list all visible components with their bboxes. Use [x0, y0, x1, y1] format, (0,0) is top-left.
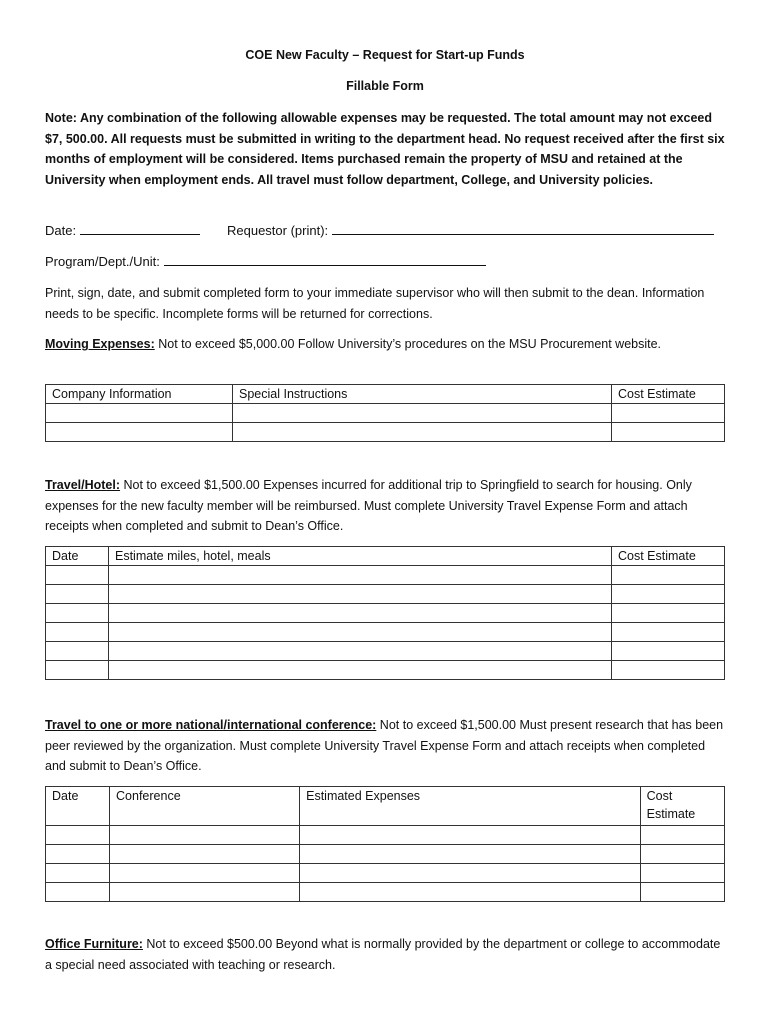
table-cell[interactable] [300, 883, 641, 902]
moving-heading: Moving Expenses: [45, 337, 155, 351]
table-cell[interactable] [46, 623, 109, 642]
table-row [46, 404, 725, 423]
table-cell[interactable] [640, 845, 724, 864]
table-cell[interactable] [612, 585, 725, 604]
table-cell[interactable] [46, 585, 109, 604]
table-cell[interactable] [612, 661, 725, 680]
table-header-row [46, 547, 725, 566]
table-row [46, 661, 725, 680]
table-cell[interactable] [612, 642, 725, 661]
table-cell[interactable] [46, 642, 109, 661]
table-row [46, 585, 725, 604]
table-cell[interactable] [46, 604, 109, 623]
table-cell[interactable] [300, 826, 641, 845]
table-header-row [46, 385, 725, 404]
requestor-input[interactable] [332, 222, 714, 235]
table-row [46, 642, 725, 661]
table-cell[interactable] [46, 883, 110, 902]
column-header: Estimated Expenses [300, 787, 641, 826]
table-row [46, 845, 725, 864]
table-row [46, 566, 725, 585]
furniture-heading: Office Furniture: [45, 937, 143, 951]
table-cell[interactable] [612, 566, 725, 585]
table-cell[interactable] [233, 404, 612, 423]
table-cell[interactable] [109, 566, 612, 585]
program-field [45, 253, 486, 269]
program-label: Program/Dept./Unit: [45, 254, 160, 269]
table-cell[interactable] [300, 845, 641, 864]
table-cell[interactable] [640, 883, 724, 902]
table-cell[interactable] [612, 404, 725, 423]
column-header: Special Instructions [233, 385, 612, 404]
table-cell[interactable] [110, 883, 300, 902]
column-header: Conference [110, 787, 300, 826]
table-cell[interactable] [110, 864, 300, 883]
table-cell[interactable] [46, 566, 109, 585]
table-header-row [46, 787, 725, 826]
date-field [45, 222, 200, 238]
column-header: Cost Estimate [640, 787, 724, 826]
column-header: Estimate miles, hotel, meals [109, 547, 612, 566]
table-cell[interactable] [46, 404, 233, 423]
moving-table [45, 384, 725, 442]
table-cell[interactable] [612, 623, 725, 642]
table-row [46, 883, 725, 902]
column-header: Date [46, 787, 110, 826]
travel-hotel-heading: Travel/Hotel: [45, 478, 121, 492]
table-cell[interactable] [233, 423, 612, 442]
furniture-section-text [45, 934, 729, 975]
date-label: Date: [45, 223, 77, 238]
column-header: Cost Estimate [612, 385, 725, 404]
furniture-description: Not to exceed $500.00 Beyond what is normally provided by the department or college to accommodate a special need associated with teaching or research. [45, 937, 721, 972]
table-cell[interactable] [300, 864, 641, 883]
table-cell[interactable] [640, 826, 724, 845]
table-cell[interactable] [640, 864, 724, 883]
travel-hotel-description: Not to exceed $1,500.00 Expenses incurred for additional trip to Springfield to search for housing. Only expenses for the new faculty member will be reimbursed. Must complete University Travel Expense Form and attach receipts when completed and submit to Dean’s Office. [45, 478, 692, 533]
moving-description: Not to exceed $5,000.00 Follow University’s procedures on the MSU Procurement website. [154, 337, 662, 351]
requestor-field [227, 222, 714, 238]
table-cell[interactable] [612, 604, 725, 623]
table-cell[interactable] [110, 845, 300, 864]
conference-table [45, 786, 725, 902]
conference-heading: Travel to one or more national/international conference: [45, 718, 377, 732]
table-row [46, 604, 725, 623]
table-cell[interactable] [109, 604, 612, 623]
travel-hotel-table [45, 546, 725, 680]
table-row [46, 826, 725, 845]
table-cell[interactable] [109, 585, 612, 604]
column-header: Date [46, 547, 109, 566]
instructions-paragraph: Print, sign, date, and submit completed form to your immediate supervisor who will then submit to the dean. Information needs to be specific. Incomplete forms will be returned for corrections. [45, 286, 705, 321]
table-cell[interactable] [46, 826, 110, 845]
table-cell[interactable] [46, 845, 110, 864]
table-cell[interactable] [46, 864, 110, 883]
date-input[interactable] [80, 222, 200, 235]
table-row [46, 623, 725, 642]
requestor-label: Requestor (print): [227, 223, 329, 238]
table-cell[interactable] [109, 642, 612, 661]
table-row [46, 864, 725, 883]
table-cell[interactable] [110, 826, 300, 845]
travel-hotel-section-text [45, 475, 729, 537]
table-row [46, 423, 725, 442]
table-cell[interactable] [109, 623, 612, 642]
program-input[interactable] [164, 253, 486, 266]
note-paragraph: Note: Any combination of the following allowable expenses may be requested. The total amount may not exceed $7, 500.00. All requests must be submitted in writing to the department head. No request received after the first six months of employment will be considered. Items purchased remain the property of MSU and retained at the University when employment ends. All travel must follow department, College, and University policies. [45, 111, 725, 187]
page-title: COE New Faculty – Request for Start-up Funds [245, 48, 525, 62]
conference-description: Not to exceed $1,500.00 Must present research that has been peer reviewed by the organization. Must complete University Travel Expense Form and attach receipts when completed and submit to Dean’s Office. [45, 718, 724, 773]
column-header: Company Information [46, 385, 233, 404]
table-cell[interactable] [46, 661, 109, 680]
moving-section-text [45, 334, 729, 355]
column-header: Cost Estimate [612, 547, 725, 566]
table-cell[interactable] [109, 661, 612, 680]
conference-section-text [45, 715, 729, 777]
page-subtitle: Fillable Form [346, 79, 424, 93]
table-cell[interactable] [612, 423, 725, 442]
table-cell[interactable] [46, 423, 233, 442]
